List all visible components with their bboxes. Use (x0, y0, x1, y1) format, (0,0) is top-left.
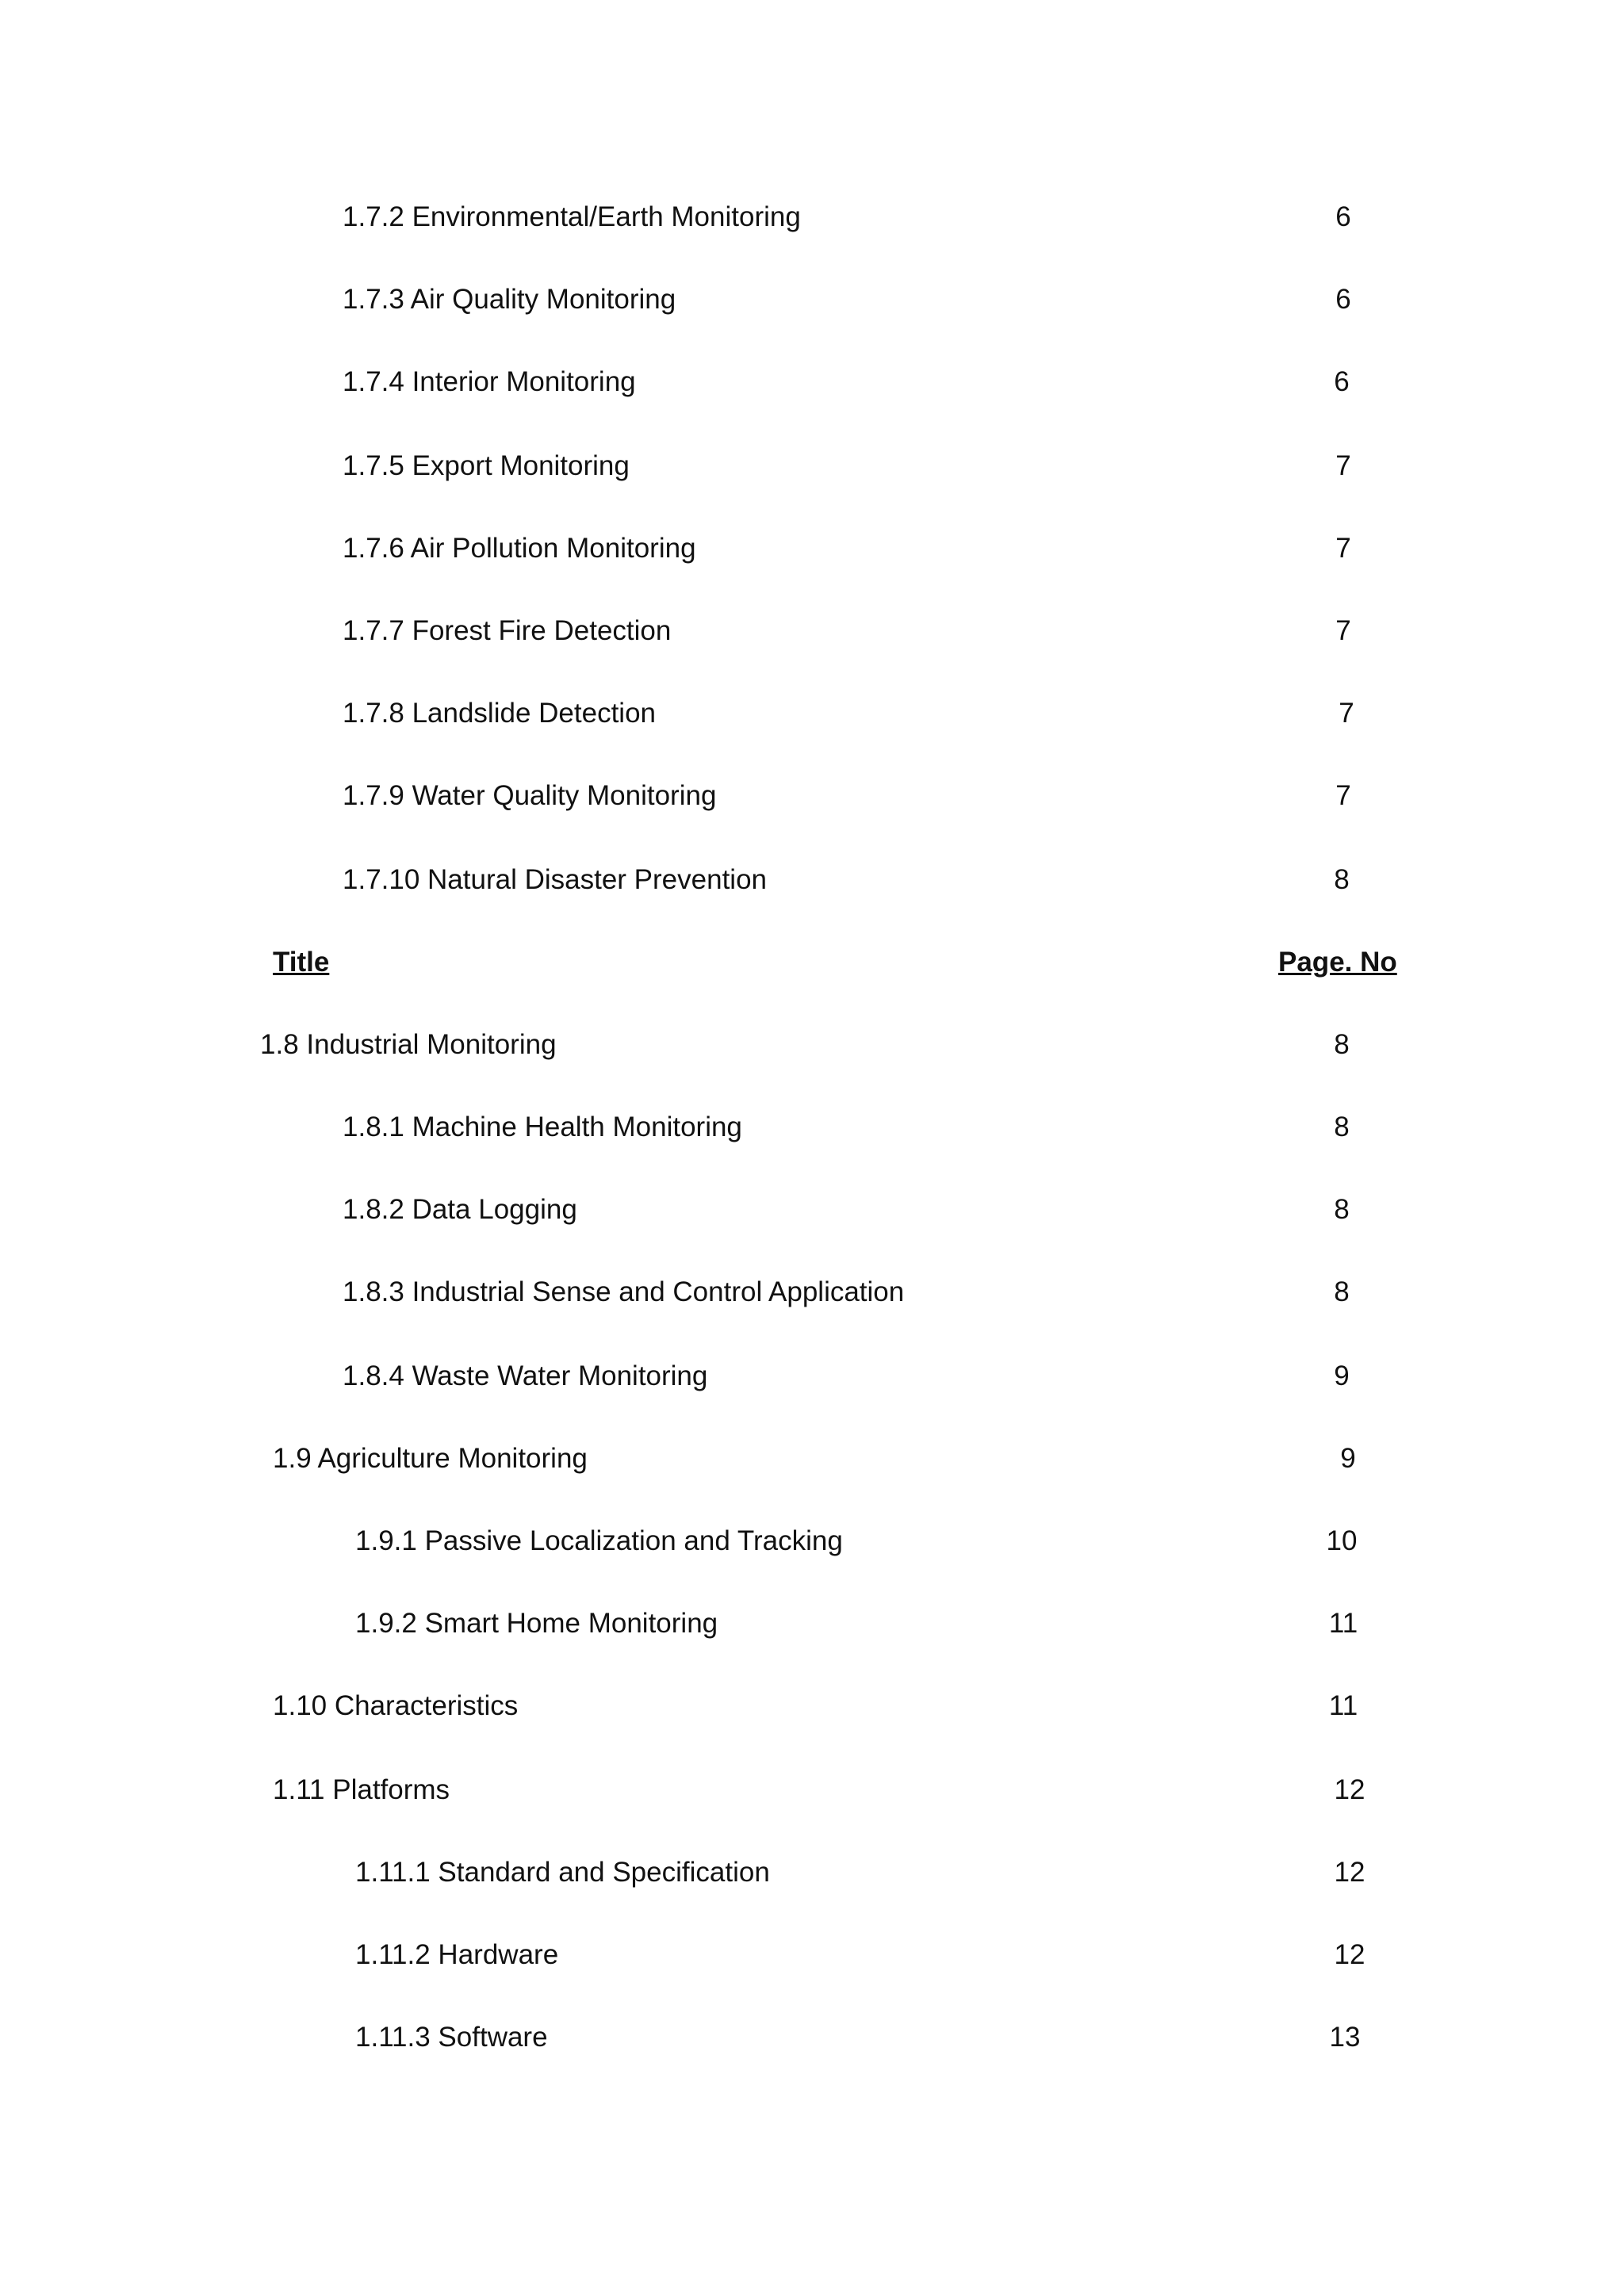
toc-row (0, 200, 1624, 247)
toc-row (0, 531, 1624, 579)
toc-entry-title: 1.7.6 Air Pollution Monitoring (343, 533, 696, 564)
toc-entry-title: 1.7.9 Water Quality Monitoring (343, 780, 717, 811)
toc-entry-page: 11 (1328, 1690, 1358, 1721)
toc-header-title: Title (273, 947, 330, 978)
toc-entry-title: 1.8.1 Machine Health Monitoring (343, 1112, 742, 1142)
toc-entry-title: 1.9.2 Smart Home Monitoring (355, 1608, 718, 1639)
toc-entry-page: 13 (1329, 2022, 1361, 2053)
toc-row (0, 1441, 1624, 1489)
toc-entry-page: 7 (1335, 615, 1351, 646)
toc-entry-title: 1.7.10 Natural Disaster Prevention (343, 864, 767, 895)
toc-entry-title: 1.7.8 Landslide Detection (343, 698, 656, 729)
toc-row (0, 1938, 1624, 1985)
toc-entry-title: 1.11.3 Software (355, 2022, 548, 2053)
toc-row (0, 1689, 1624, 1736)
toc-entry-title: 1.7.7 Forest Fire Detection (343, 615, 672, 646)
toc-entry-page: 7 (1335, 780, 1351, 811)
toc-entry-page: 6 (1335, 201, 1351, 232)
toc-row (0, 1855, 1624, 1903)
toc-entry-title: 1.7.3 Air Quality Monitoring (343, 284, 676, 315)
toc-entry-title: 1.10 Characteristics (273, 1690, 519, 1721)
toc-entry-page: 8 (1334, 1029, 1350, 1060)
toc-entry-page: 8 (1334, 1194, 1350, 1225)
toc-entry-page: 8 (1334, 1112, 1350, 1142)
toc-header-row (0, 945, 1624, 993)
toc-entry-page: 9 (1340, 1443, 1356, 1474)
toc-entry-page: 6 (1335, 284, 1351, 315)
toc-row (0, 779, 1624, 826)
toc-row (0, 696, 1624, 744)
toc-entry-title: 1.8.4 Waste Water Monitoring (343, 1360, 708, 1391)
toc-header-page: Page. No (1278, 947, 1397, 978)
toc-entry-title: 1.11.2 Hardware (355, 1939, 559, 1970)
toc-entry-page: 12 (1334, 1774, 1365, 1805)
toc-entry-page: 10 (1326, 1525, 1358, 1556)
toc-row (0, 1192, 1624, 1240)
toc-entry-title: 1.8 Industrial Monitoring (260, 1029, 557, 1060)
toc-entry-title: 1.11.1 Standard and Specification (355, 1857, 770, 1888)
toc-entry-title: 1.9.1 Passive Localization and Tracking (355, 1525, 843, 1556)
toc-entry-title: 1.8.3 Industrial Sense and Control Application (343, 1276, 905, 1307)
toc-entry-title: 1.7.4 Interior Monitoring (343, 366, 636, 397)
toc-entry-page: 7 (1335, 450, 1351, 481)
toc-entry-title: 1.7.2 Environmental/Earth Monitoring (343, 201, 801, 232)
toc-row (0, 1275, 1624, 1322)
toc-row (0, 1110, 1624, 1158)
toc-entry-page: 6 (1334, 366, 1350, 397)
toc-row (0, 1524, 1624, 1571)
toc-entry-page: 7 (1335, 533, 1351, 564)
toc-entry-page: 8 (1334, 1276, 1350, 1307)
toc-row (0, 1359, 1624, 1406)
toc-row (0, 1606, 1624, 1654)
toc-row (0, 1773, 1624, 1820)
toc-row (0, 863, 1624, 910)
toc-entry-page: 12 (1334, 1939, 1365, 1970)
toc-row (0, 1027, 1624, 1075)
toc-row (0, 614, 1624, 661)
toc-entry-page: 11 (1328, 1608, 1358, 1639)
toc-row (0, 2020, 1624, 2068)
toc-entry-page: 9 (1334, 1360, 1350, 1391)
toc-entry-page: 7 (1339, 698, 1354, 729)
toc-entry-title: 1.8.2 Data Logging (343, 1194, 577, 1225)
toc-entry-title: 1.11 Platforms (273, 1774, 450, 1805)
toc-row (0, 449, 1624, 496)
toc-entry-page: 12 (1334, 1857, 1365, 1888)
toc-entry-title: 1.7.5 Export Monitoring (343, 450, 630, 481)
toc-entry-page: 8 (1334, 864, 1350, 895)
toc-entry-title: 1.9 Agriculture Monitoring (273, 1443, 588, 1474)
toc-row (0, 282, 1624, 330)
toc-row (0, 365, 1624, 412)
